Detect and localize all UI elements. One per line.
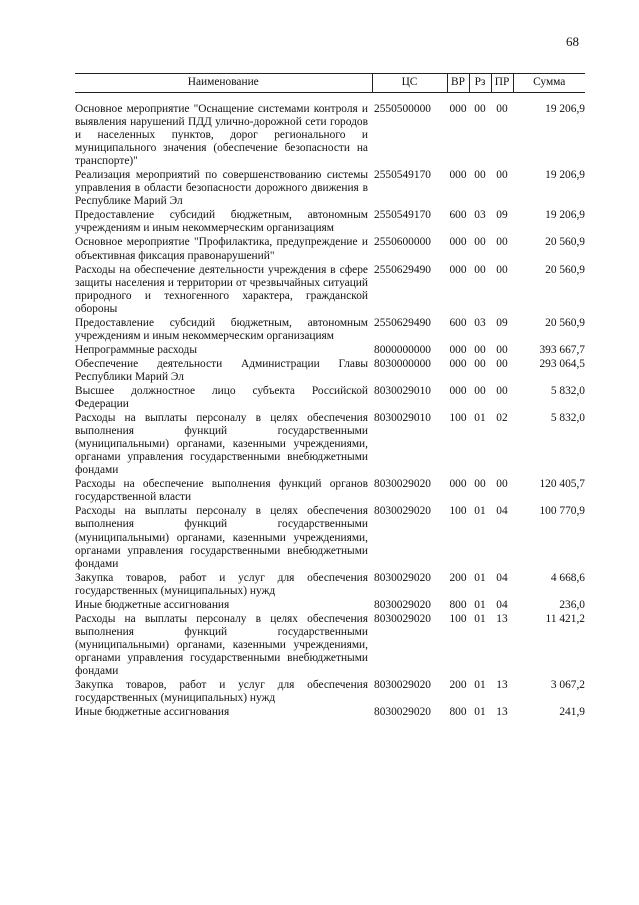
row-cs-code: 8030029020 bbox=[374, 679, 431, 692]
row-pr-code: 04 bbox=[496, 571, 508, 584]
row-name: Реализация мероприятий по совершенствованию системы управления в области безопасности дорожного движения в Республике Марий Эл bbox=[75, 169, 368, 208]
row-rz-code: 03 bbox=[474, 316, 486, 329]
row-sum: 241,9 bbox=[559, 706, 585, 719]
row-name: Закупка товаров, работ и услуг для обеспечения государственных (муниципальных) нужд bbox=[75, 571, 368, 597]
table-row bbox=[75, 505, 585, 571]
row-name: Расходы на выплаты персоналу в целях обеспечения выполнения функций государственными (муниципальными) органами, казенными учреждениями, органами управления государственными внебюджетными фондами bbox=[75, 612, 368, 677]
table-row bbox=[75, 317, 585, 344]
row-pr-code: 00 bbox=[496, 263, 508, 276]
table-row bbox=[75, 264, 585, 317]
row-vr-code: 200 bbox=[449, 679, 467, 692]
header-sum: Сумма bbox=[513, 74, 585, 93]
row-sum: 19 206,9 bbox=[545, 209, 585, 222]
row-name: Непрограммные расходы bbox=[75, 343, 197, 356]
row-pr-code: 00 bbox=[496, 478, 508, 491]
header-name: Наименование bbox=[75, 74, 372, 93]
table-row bbox=[75, 93, 585, 170]
row-rz-code: 01 bbox=[474, 571, 486, 584]
row-vr-code: 000 bbox=[449, 263, 467, 276]
row-vr-code: 800 bbox=[449, 598, 467, 611]
table-row bbox=[75, 209, 585, 236]
row-pr-code: 00 bbox=[496, 169, 508, 182]
row-cs-code: 8030029020 bbox=[374, 612, 431, 625]
row-vr-code: 100 bbox=[449, 612, 467, 625]
row-name: Высшее должностное лицо субъекта Российской Федерации bbox=[75, 384, 368, 411]
row-pr-code: 00 bbox=[496, 236, 508, 249]
row-rz-code: 00 bbox=[474, 103, 486, 115]
row-sum: 20 560,9 bbox=[545, 316, 585, 329]
row-sum: 236,0 bbox=[559, 598, 585, 611]
row-pr-code: 00 bbox=[496, 103, 508, 115]
header-vr: ВР bbox=[447, 74, 469, 93]
row-rz-code: 01 bbox=[474, 706, 486, 719]
row-rz-code: 01 bbox=[474, 412, 486, 425]
row-name: Обеспечение деятельности Администрации Главы Республики Марий Эл bbox=[75, 357, 368, 383]
row-pr-code: 04 bbox=[496, 505, 508, 518]
row-cs-code: 2550500000 bbox=[374, 103, 431, 115]
row-sum: 3 067,2 bbox=[550, 679, 585, 692]
table-row bbox=[75, 599, 585, 613]
row-vr-code: 100 bbox=[449, 412, 467, 425]
row-cs-code: 8030029020 bbox=[374, 706, 431, 719]
row-cs-code: 8030029020 bbox=[374, 598, 431, 611]
row-pr-code: 02 bbox=[496, 412, 508, 425]
table-row bbox=[75, 478, 585, 505]
row-pr-code: 00 bbox=[496, 357, 508, 370]
row-name: Расходы на выплаты персоналу в целях обеспечения выполнения функций государственными (муниципальными) органами, казенными учреждениями, органами управления государственными внебюджетными фондами bbox=[75, 505, 368, 570]
row-cs-code: 2550600000 bbox=[374, 236, 431, 249]
row-pr-code: 13 bbox=[496, 679, 508, 692]
header-rz: Рз bbox=[469, 74, 491, 93]
budget-table bbox=[75, 73, 585, 720]
row-cs-code: 2550549170 bbox=[374, 209, 431, 222]
row-sum: 19 206,9 bbox=[545, 103, 585, 115]
row-sum: 20 560,9 bbox=[545, 236, 585, 249]
row-vr-code: 000 bbox=[449, 236, 467, 249]
row-vr-code: 000 bbox=[449, 357, 467, 370]
table-row bbox=[75, 572, 585, 599]
row-vr-code: 100 bbox=[449, 505, 467, 518]
header-cs: ЦС bbox=[372, 74, 447, 93]
row-vr-code: 600 bbox=[449, 316, 467, 329]
row-name: Расходы на обеспечение выполнения функций органов государственной власти bbox=[75, 478, 368, 504]
row-vr-code: 000 bbox=[449, 478, 467, 491]
table-row bbox=[75, 385, 585, 412]
row-sum: 19 206,9 bbox=[545, 169, 585, 182]
row-rz-code: 00 bbox=[474, 478, 486, 491]
row-rz-code: 00 bbox=[474, 384, 486, 397]
row-name: Предоставление субсидий бюджетным, автономным учреждениям и иным некоммерческим организациям bbox=[75, 209, 368, 235]
row-vr-code: 000 bbox=[449, 384, 467, 397]
table-row bbox=[75, 236, 585, 263]
row-pr-code: 13 bbox=[496, 706, 508, 719]
row-rz-code: 03 bbox=[474, 209, 486, 222]
row-vr-code: 600 bbox=[449, 209, 467, 222]
row-name: Закупка товаров, работ и услуг для обеспечения государственных (муниципальных) нужд bbox=[75, 679, 368, 705]
table-row bbox=[75, 679, 585, 706]
row-sum: 4 668,6 bbox=[550, 571, 585, 584]
row-cs-code: 8030000000 bbox=[374, 357, 431, 370]
row-name: Расходы на обеспечение деятельности учреждения в сфере защиты населения и территории от чрезвычайных ситуаций природного и техногенного характера, гражданской обороны bbox=[75, 263, 368, 315]
row-rz-code: 01 bbox=[474, 679, 486, 692]
page-number: 68 bbox=[566, 34, 579, 49]
row-pr-code: 04 bbox=[496, 598, 508, 611]
row-cs-code: 8030029010 bbox=[374, 412, 431, 425]
row-vr-code: 200 bbox=[449, 571, 467, 584]
row-rz-code: 00 bbox=[474, 236, 486, 249]
row-name: Основное мероприятие "Оснащение системами контроля и выявления нарушений ПДД улично-дорожной сети городов и населенных пунктов, дорог регионального и муниципального значения (обеспечение безопасности на транспорте)" bbox=[75, 103, 368, 168]
table-row bbox=[75, 169, 585, 209]
row-rz-code: 00 bbox=[474, 343, 486, 356]
row-rz-code: 00 bbox=[474, 357, 486, 370]
table-row bbox=[75, 344, 585, 358]
table-row bbox=[75, 706, 585, 720]
table-row bbox=[75, 412, 585, 478]
row-rz-code: 01 bbox=[474, 505, 486, 518]
header-pr: ПР bbox=[491, 74, 513, 93]
row-vr-code: 000 bbox=[449, 169, 467, 182]
row-pr-code: 09 bbox=[496, 209, 508, 222]
row-name: Иные бюджетные ассигнования bbox=[75, 598, 230, 611]
row-cs-code: 8030029020 bbox=[374, 571, 431, 584]
row-sum: 100 770,9 bbox=[539, 505, 585, 518]
row-name: Основное мероприятие "Профилактика, предупреждение и объективная фиксация правонарушений" bbox=[75, 236, 368, 262]
row-cs-code: 2550549170 bbox=[374, 169, 431, 182]
row-rz-code: 01 bbox=[474, 612, 486, 625]
row-pr-code: 00 bbox=[496, 343, 508, 356]
row-cs-code: 8030029020 bbox=[374, 505, 431, 518]
row-cs-code: 8030029010 bbox=[374, 384, 431, 397]
table-row bbox=[75, 613, 585, 679]
row-sum: 120 405,7 bbox=[539, 478, 585, 491]
row-sum: 11 421,2 bbox=[545, 612, 585, 625]
row-sum: 20 560,9 bbox=[545, 263, 585, 276]
row-name: Иные бюджетные ассигнования bbox=[75, 706, 230, 719]
row-rz-code: 00 bbox=[474, 169, 486, 182]
row-name: Расходы на выплаты персоналу в целях обеспечения выполнения функций государственными (муниципальными) органами, казенными учреждениями, органами управления государственными внебюджетными фондами bbox=[75, 412, 368, 477]
row-rz-code: 00 bbox=[474, 263, 486, 276]
row-pr-code: 00 bbox=[496, 384, 508, 397]
table-header-row bbox=[75, 74, 585, 93]
row-pr-code: 09 bbox=[496, 316, 508, 329]
table-row bbox=[75, 358, 585, 385]
row-rz-code: 01 bbox=[474, 598, 486, 611]
row-vr-code: 000 bbox=[449, 103, 467, 115]
row-vr-code: 800 bbox=[449, 706, 467, 719]
row-cs-code: 2550629490 bbox=[374, 263, 431, 276]
row-cs-code: 8030029020 bbox=[374, 478, 431, 491]
row-name: Предоставление субсидий бюджетным, автономным учреждениям и иным некоммерческим организациям bbox=[75, 316, 368, 342]
row-sum: 5 832,0 bbox=[550, 384, 585, 397]
row-cs-code: 8000000000 bbox=[374, 343, 431, 356]
row-vr-code: 000 bbox=[449, 343, 467, 356]
row-sum: 5 832,0 bbox=[550, 412, 585, 425]
row-sum: 393 667,7 bbox=[539, 343, 585, 356]
row-cs-code: 2550629490 bbox=[374, 316, 431, 329]
row-pr-code: 13 bbox=[496, 612, 508, 625]
row-sum: 293 064,5 bbox=[539, 357, 585, 370]
